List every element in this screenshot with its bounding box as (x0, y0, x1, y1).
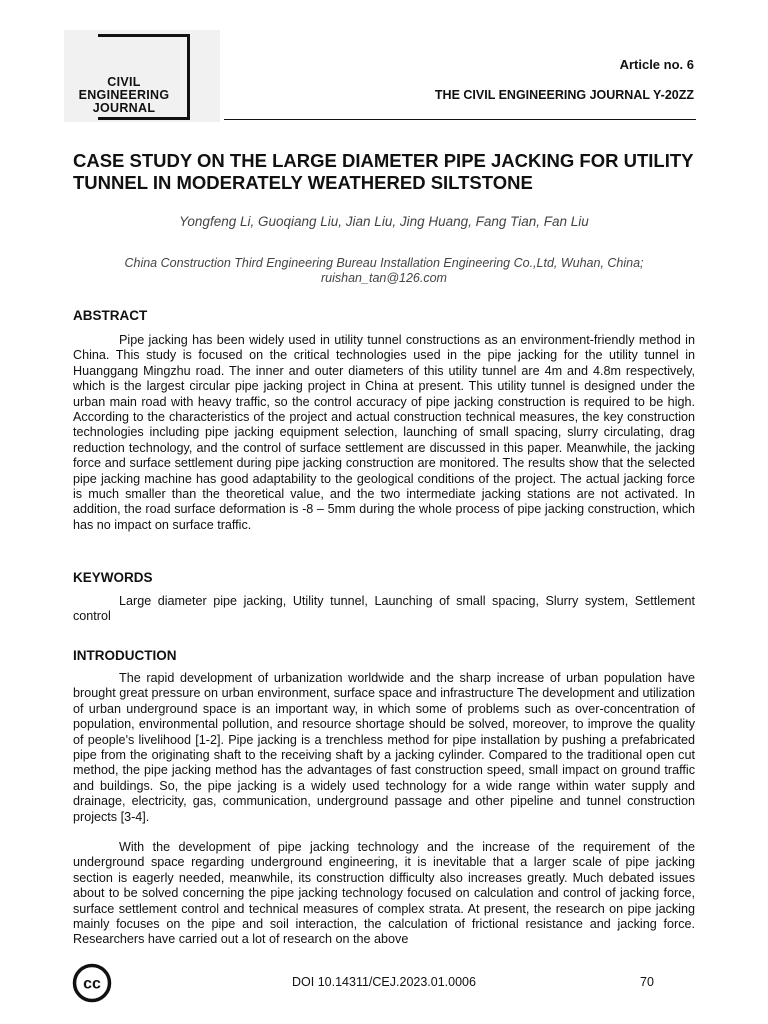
abstract-text: Pipe jacking has been widely used in utility tunnel constructions as an environment-friendly method in China. This study is focused on the critical technologies used in the pipe jacking for the utility tunnel in Huanggang Mingzhu road. The inner and outer diameters of this utility tunnel are 4m and 4.8m respectively, which is the largest circular pipe jacking project in China at present. This utility tunnel is designed under the urban main road with heavy traffic, so the control accuracy of pipe jacking construction is required to be high. According to the characteristics of the project and actual construction technical measures, the key construction technologies including pipe jacking equipment selection, launching of small spacing, slurry circulating, drag reduction technology, and the control of surface settlement are discussed in this paper. Meanwhile, the jacking force and surface settlement during pipe jacking construction are monitored. The results show that the selected pipe jacking machine has good adaptability to the geological conditions of the project. The actual jacking force is much smaller than the theoretical value, and the two intermediate jacking stations are not activated. In addition, the road surface deformation is -8 – 5mm during the whole process of pipe jacking construction, which has no impact on surface traffic. (73, 333, 695, 532)
author-list: Yongfeng Li, Guoqiang Liu, Jian Liu, Jing Huang, Fang Tian, Fan Liu (179, 214, 589, 229)
introduction-heading: INTRODUCTION (73, 648, 177, 663)
paper-title: CASE STUDY ON THE LARGE DIAMETER PIPE JACKING FOR UTILITY TUNNEL IN MODERATELY WEATHERED SILTSTONE (73, 150, 694, 193)
header-rule (224, 119, 696, 120)
logo-line-civil: CIVIL (107, 75, 141, 89)
logo-line-journal: JOURNAL (92, 101, 156, 115)
introduction-paragraph-2: With the development of pipe jacking technology and the increase of the requirement of the underground space regarding underground engineering, it is inevitable that a larger scale of pipe jacking section is eagerly needed, meanwhile, its construction difficulty also increases greatly. Much debated issues about to be solved concerning the pipe jacking technology focused on calculation and control of jacking force, surface settlement control and technical measures of complex strata. At present, the research on pipe jacking mainly focuses on the pipe and soil interaction, the calculation of frictional resistance and jacking force. Researchers have carried out a lot of research on the above (73, 840, 695, 947)
journal-name: THE CIVIL ENGINEERING JOURNAL Y-20ZZ (434, 88, 694, 102)
doi-text: DOI 10.14311/CEJ.2023.01.0006 (292, 975, 476, 989)
introduction-paragraph-1: The rapid development of urbanization worldwide and the sharp increase of urban population have brought great pressure on urban environment, surface space and infrastructure The development and utilization of urban underground space is an important way, in which some of problems such as over-concentration of population, environmental pollution, and resource shortage should be solved, moreover, to improve the quality of people's livelihood [1-2]. Pipe jacking is a trenchless method for pipe installation by pushing a prefabricated pipe from the originating shaft to the receiving shaft by a jacking cylinder. Compared to the traditional open cut method, the pipe jacking method has the advantages of fast construction speed, small impact on ground traffic and buildings. So, the pipe jacking is a widely used technology for a wide range within water supply and drainage, electricity, gas, communication, underground passage and other pipeline and tunnel construction projects [3-4]. (73, 671, 695, 824)
journal-logo (64, 30, 220, 122)
logo-line-engineering: ENGINEERING (78, 88, 170, 102)
page-number: 70 (640, 975, 654, 989)
affiliation (73, 256, 695, 286)
logo-text (68, 74, 180, 117)
keywords-heading: KEYWORDS (73, 570, 153, 585)
affiliation-email: ruishan_tan@126.com (321, 271, 447, 285)
abstract-heading: ABSTRACT (73, 308, 148, 323)
article-number: Article no. 6 (619, 57, 694, 72)
cc-symbol-text: cc (83, 975, 101, 993)
keywords-text: Large diameter pipe jacking, Utility tunnel, Launching of small spacing, Slurry system, Settlement control (73, 594, 695, 624)
affiliation-institution: China Construction Third Engineering Bureau Installation Engineering Co.,Ltd, Wuhan, China; (124, 256, 644, 270)
